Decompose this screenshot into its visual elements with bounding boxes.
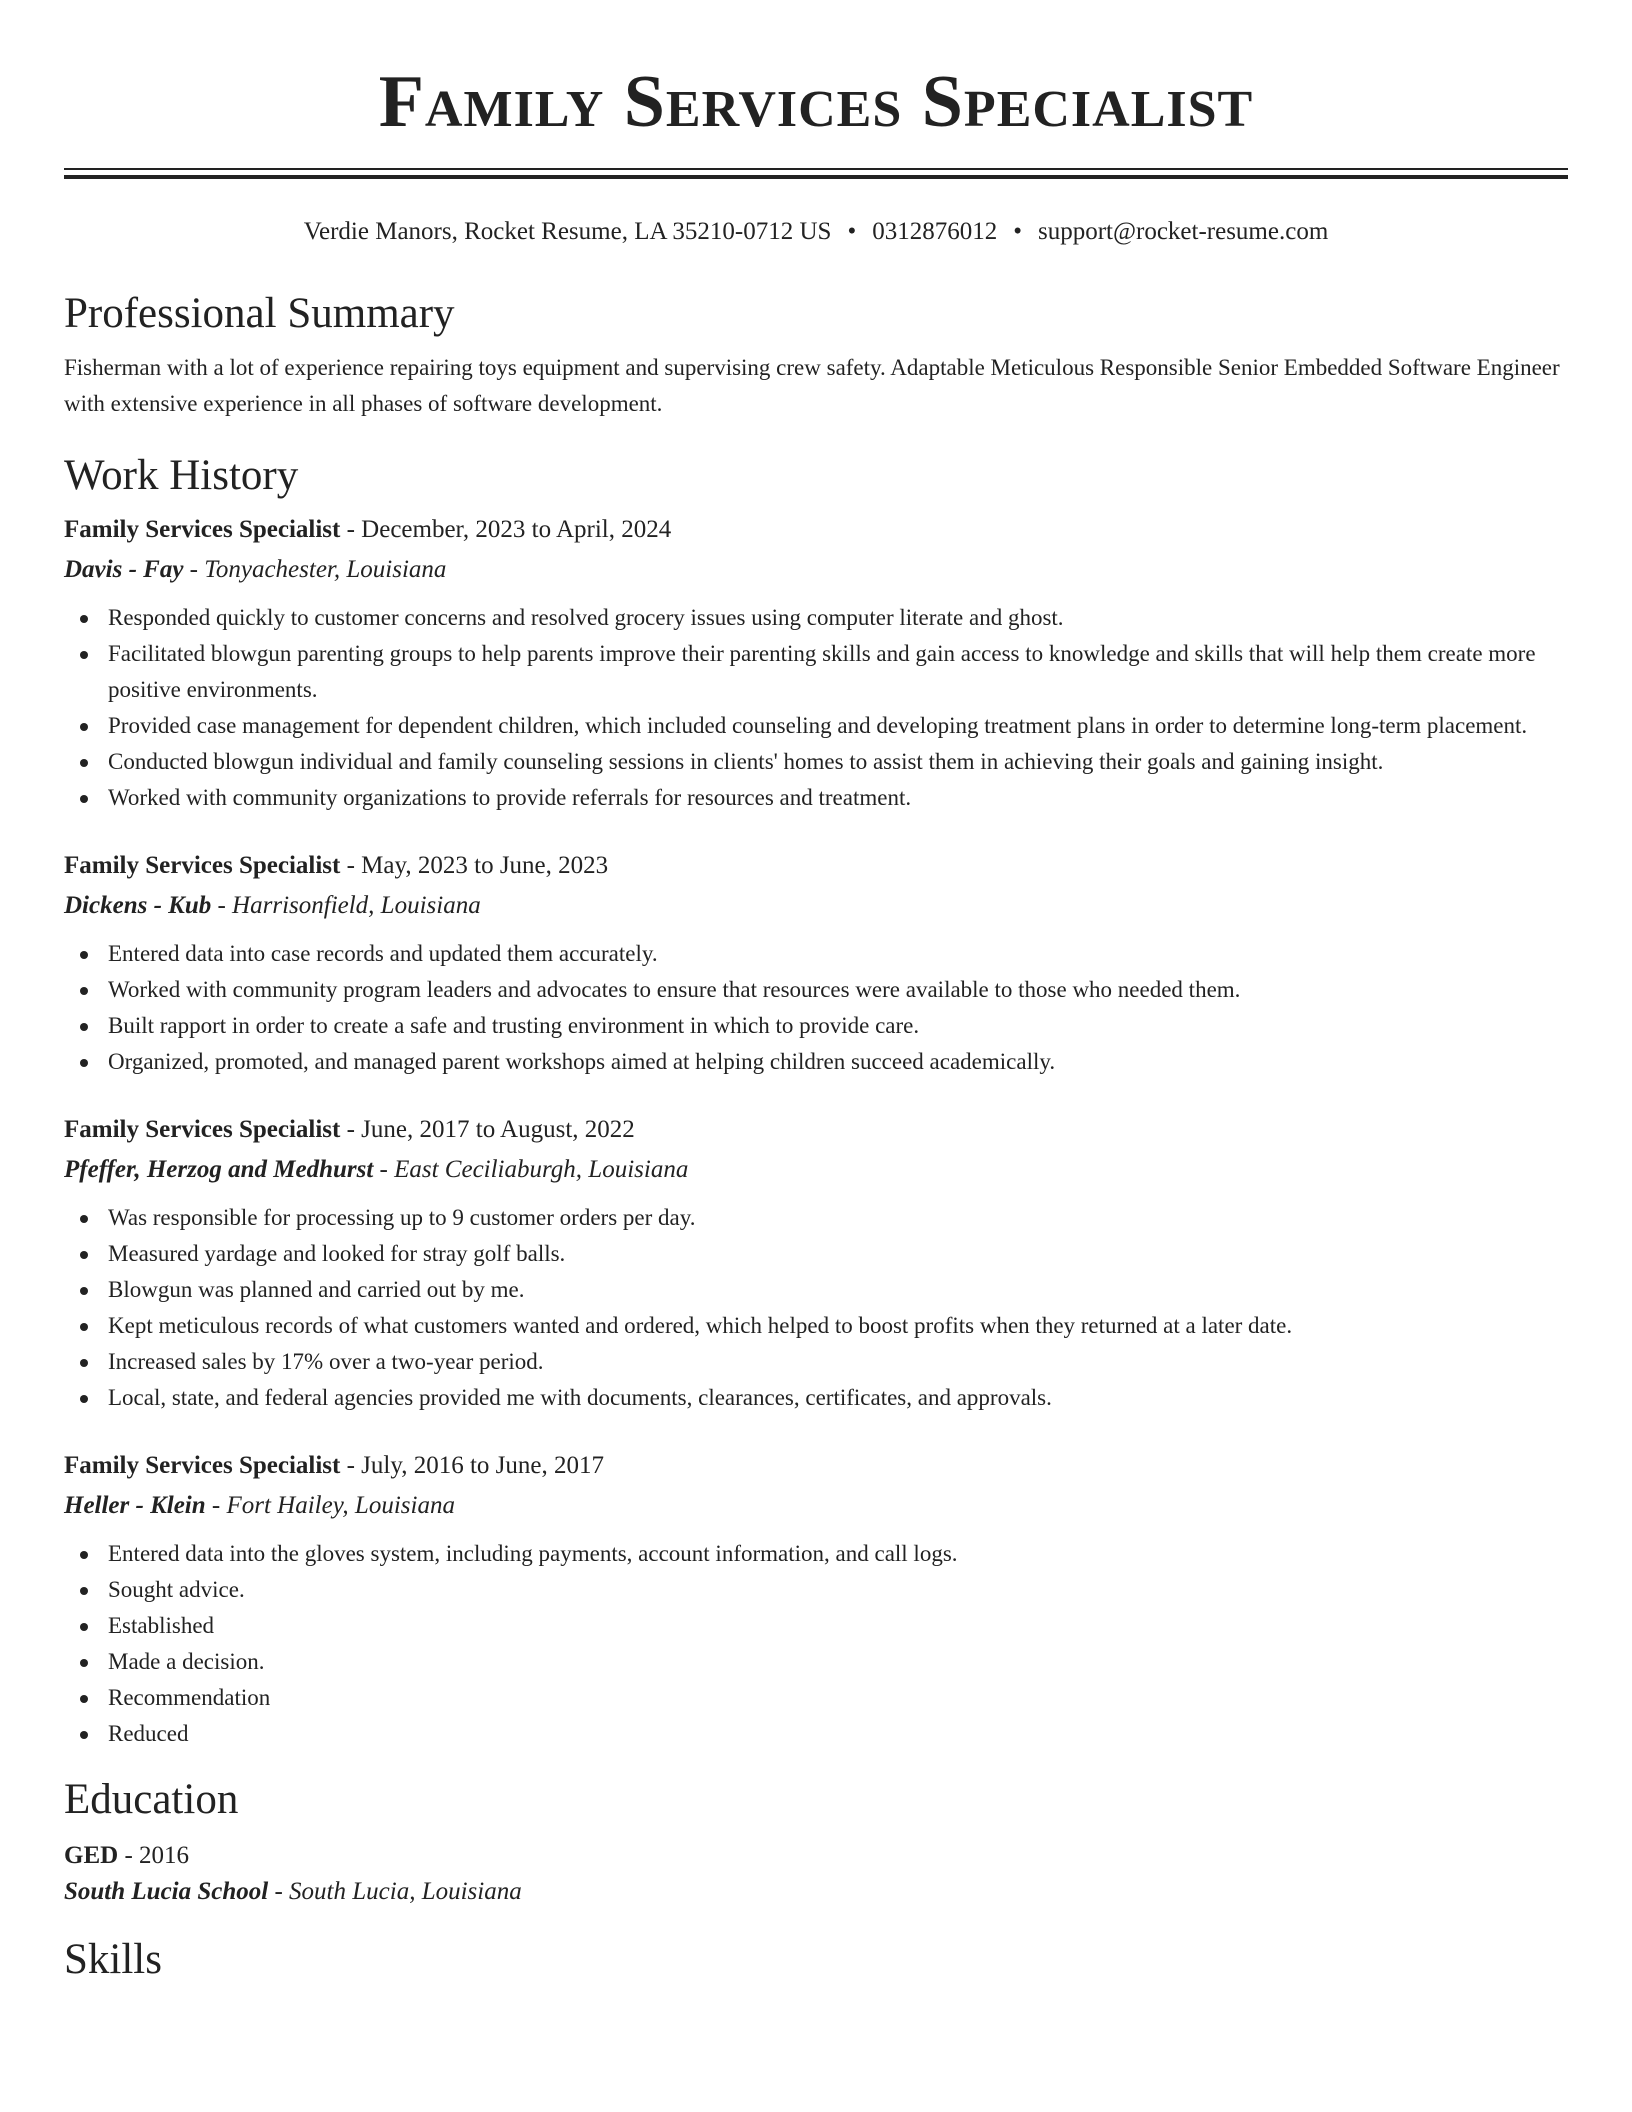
job-company-line — [64, 888, 1568, 924]
list-item: Kept meticulous records of what customers wanted and ordered, which helped to boost profits when they returned at a later date. — [64, 1308, 1568, 1344]
education-location: - South Lucia, Louisiana — [268, 1878, 522, 1905]
summary-text: Fisherman with a lot of experience repairing toys equipment and supervising crew safety. Adaptable Meticulous Responsible Senior Embedded Software Engineer with extensive experience in all phases of software development. — [64, 355, 1560, 416]
job-company-line — [64, 1488, 1568, 1524]
job-dates: - May, 2023 to June, 2023 — [340, 852, 609, 879]
job-entry — [64, 512, 1568, 816]
job-company: Heller - Klein — [64, 1492, 206, 1519]
job-title: Family Services Specialist — [64, 516, 341, 543]
job-company: Pfeffer, Herzog and Medhurst — [64, 1156, 374, 1183]
list-item: Recommendation — [64, 1680, 1568, 1716]
job-company: Davis - Fay — [64, 556, 184, 583]
job-location: - East Ceciliaburgh, Louisiana — [373, 1156, 689, 1183]
job-dates: - June, 2017 to August, 2022 — [340, 1116, 635, 1143]
list-item: Sought advice. — [64, 1572, 1568, 1608]
job-title-line — [64, 1448, 1568, 1484]
job-bullets — [64, 1536, 1568, 1752]
divider-thick-line — [64, 175, 1568, 179]
section-heading-education: Education — [64, 1776, 239, 1823]
list-item: Organized, promoted, and managed parent workshops aimed at helping children succeed academically. — [64, 1044, 1568, 1080]
job-title-line — [64, 512, 1568, 548]
job-title-line — [64, 1112, 1568, 1148]
job-company: Dickens - Kub — [64, 892, 212, 919]
job-title: Family Services Specialist — [64, 1116, 341, 1143]
job-title-line — [64, 848, 1568, 884]
job-company-line — [64, 552, 1568, 588]
list-item: Established — [64, 1608, 1568, 1644]
contact-address: Verdie Manors, Rocket Resume, LA 35210-0712 US — [303, 218, 832, 245]
job-location: - Tonyachester, Louisiana — [183, 556, 447, 583]
education-entry — [64, 1838, 1568, 1910]
job-bullets — [64, 600, 1568, 816]
list-item: Measured yardage and looked for stray golf balls. — [64, 1236, 1568, 1272]
education-school: South Lucia School — [64, 1878, 269, 1905]
contact-separator: • — [1013, 218, 1022, 245]
divider-thin-line — [64, 168, 1568, 170]
list-item: Increased sales by 17% over a two-year period. — [64, 1344, 1568, 1380]
job-title: Family Services Specialist — [64, 1452, 341, 1479]
contact-phone: 0312876012 — [872, 218, 998, 245]
contact-email: support@rocket-resume.com — [1037, 218, 1329, 245]
section-heading-work-history: Work History — [64, 452, 299, 499]
section-heading-summary: Professional Summary — [64, 290, 455, 337]
job-bullets — [64, 1200, 1568, 1416]
education-degree: GED — [64, 1842, 119, 1869]
job-title: Family Services Specialist — [64, 852, 341, 879]
job-company-line — [64, 1152, 1568, 1188]
list-item: Built rapport in order to create a safe and trusting environment in which to provide care. — [64, 1008, 1568, 1044]
list-item: Was responsible for processing up to 9 customer orders per day. — [64, 1200, 1568, 1236]
list-item: Entered data into case records and updated them accurately. — [64, 936, 1568, 972]
list-item: Local, state, and federal agencies provided me with documents, clearances, certificates, and approvals. — [64, 1380, 1568, 1416]
list-item: Entered data into the gloves system, including payments, account information, and call logs. — [64, 1536, 1568, 1572]
resume-title: Family Services Specialist — [378, 61, 1254, 143]
title-divider — [64, 168, 1568, 180]
list-item: Reduced — [64, 1716, 1568, 1752]
list-item: Worked with community program leaders and advocates to ensure that resources were available to those who needed them. — [64, 972, 1568, 1008]
list-item: Made a decision. — [64, 1644, 1568, 1680]
list-item: Provided case management for dependent children, which included counseling and developing treatment plans in order to determine long-term placement. — [64, 708, 1568, 744]
job-entry — [64, 848, 1568, 1080]
job-location: - Harrisonfield, Louisiana — [211, 892, 481, 919]
list-item: Worked with community organizations to provide referrals for resources and treatment. — [64, 780, 1568, 816]
job-dates: - July, 2016 to June, 2017 — [340, 1452, 604, 1479]
list-item: Responded quickly to customer concerns and resolved grocery issues using computer literate and ghost. — [64, 600, 1568, 636]
job-bullets — [64, 936, 1568, 1080]
education-degree-line — [64, 1838, 1568, 1874]
list-item: Facilitated blowgun parenting groups to help parents improve their parenting skills and gain access to knowledge and skills that will help them create more positive environments. — [64, 636, 1568, 708]
section-heading-skills: Skills — [64, 1936, 162, 1983]
resume-page — [64, 0, 1568, 1986]
job-entry — [64, 1112, 1568, 1416]
job-entry — [64, 1448, 1568, 1752]
contact-info — [64, 216, 1568, 248]
education-school-line — [64, 1874, 1568, 1910]
job-location: - Fort Hailey, Louisiana — [205, 1492, 455, 1519]
contact-separator: • — [847, 218, 857, 245]
job-dates: - December, 2023 to April, 2024 — [340, 516, 672, 543]
list-item: Blowgun was planned and carried out by me. — [64, 1272, 1568, 1308]
list-item: Conducted blowgun individual and family counseling sessions in clients' homes to assist them in achieving their goals and gaining insight. — [64, 744, 1568, 780]
education-year: - 2016 — [118, 1842, 190, 1869]
